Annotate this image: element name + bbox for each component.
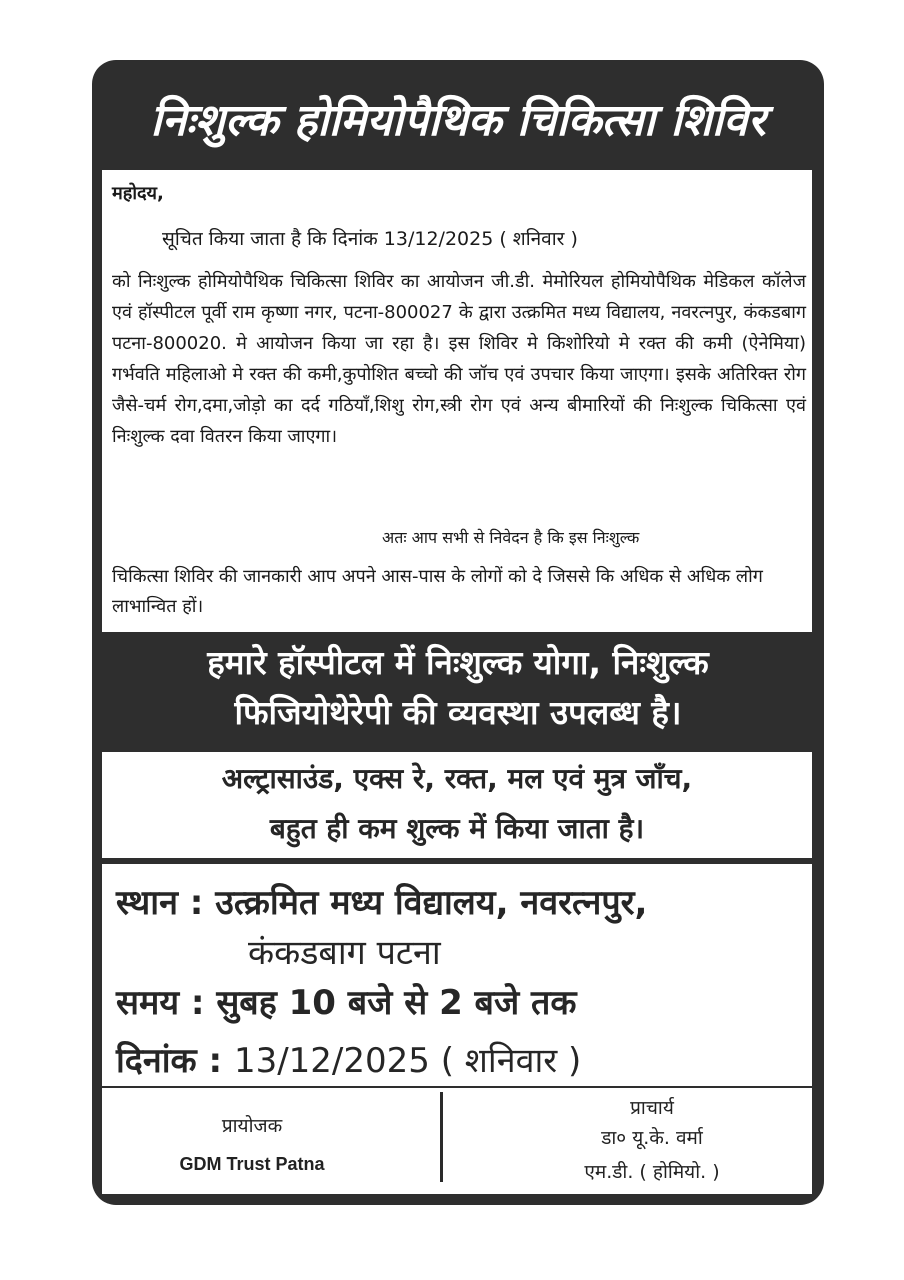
time-row [116, 978, 577, 1024]
sponsor-name: GDM Trust Patna [179, 1154, 325, 1174]
tests-banner [102, 752, 812, 858]
salutation: महोदय, [112, 183, 164, 204]
tests-line-1: अल्ट्रासाउंड, एक्स रे, रक्त, मल एवं मुत्र जाँच, [221, 762, 693, 795]
time-label: समय : [116, 983, 205, 1023]
notice-body: को निःशुल्क होमियोपैथिक चिकित्सा शिविर का आयोजन जी.डी. मेमोरियल होमियोपैथिक मेडिकल कॉलेज एवं हॉस्पीटल पूर्वी राम कृष्णा नगर, पटना-800027 के द्वारा उत्क्रमित मध्य विद्यालय, नवरत्नपुर, कंकडबाग पटना-800020. मे आयोजन किया जा रहा है। इस शिविर मे किशोरियो मे रक्त की कमी (ऐनेमिया) गर्भवति महिलाओ मे रक्त की कमी,कुपोशित बच्चो की जॉच एवं उपचार किया जाएगा। इसके अतिरिक्त रोग जैसे-चर्म रोग,दमा,जोड़ो का दर्द गठियॉं,शिशु रोग,स्त्री रोग एवं अन्य बीमारियों की निःशुल्क चिकित्सा एवं निःशुल्क दवा वितरन किया जाएगा। [112, 271, 806, 447]
date-label: दिनांक : [116, 1041, 223, 1081]
yoga-line-1: हमारे हॉस्पीटल में निःशुल्क योगा, निःशुल्क [207, 643, 709, 682]
notice-letter [102, 170, 812, 632]
yoga-banner [92, 638, 824, 746]
time-value: सुबह 10 बजे से 2 बजे तक [216, 983, 577, 1023]
notice-intro: सूचित किया जाता है कि दिनांक 13/12/2025 ( शनिवार ) [162, 228, 578, 250]
place-value-2: कंकडबाग पटना [248, 933, 441, 973]
place-value: उत्क्रमित मध्य विद्यालय, नवरत्नपुर, [215, 883, 648, 923]
principal-degree: एम.डी. ( होमियो. ) [584, 1161, 720, 1183]
date-row [116, 1036, 581, 1082]
footer-divider [440, 1092, 443, 1182]
footer-signatures [102, 1088, 812, 1194]
principal-name: डा० यू.के. वर्मा [601, 1127, 703, 1149]
principal-title: प्राचार्य [630, 1097, 674, 1119]
yoga-line-2: फिजियोथेरेपी की व्यवस्था उपलब्ध है। [234, 693, 682, 732]
venue-details [102, 864, 812, 1086]
place-row [116, 878, 647, 924]
sponsor-label: प्रायोजक [221, 1115, 283, 1137]
poster-title: निःशुल्क होमियोपैथिक चिकित्सा शिविर [150, 95, 766, 146]
tests-line-2: बहुत ही कम शुल्क में किया जाता है। [269, 812, 645, 845]
date-value: 13/12/2025 ( शनिवार ) [233, 1041, 582, 1081]
place-label: स्थान : [116, 883, 204, 923]
appeal-rest: चिकित्सा शिविर की जानकारी आप अपने आस-पास के लोगों को दे जिससे कि अधिक से अधिक लोग लाभान्वित हों। [112, 566, 763, 617]
appeal-start: अतः आप सभी से निवेदन है कि इस निःशुल्क [382, 528, 640, 547]
